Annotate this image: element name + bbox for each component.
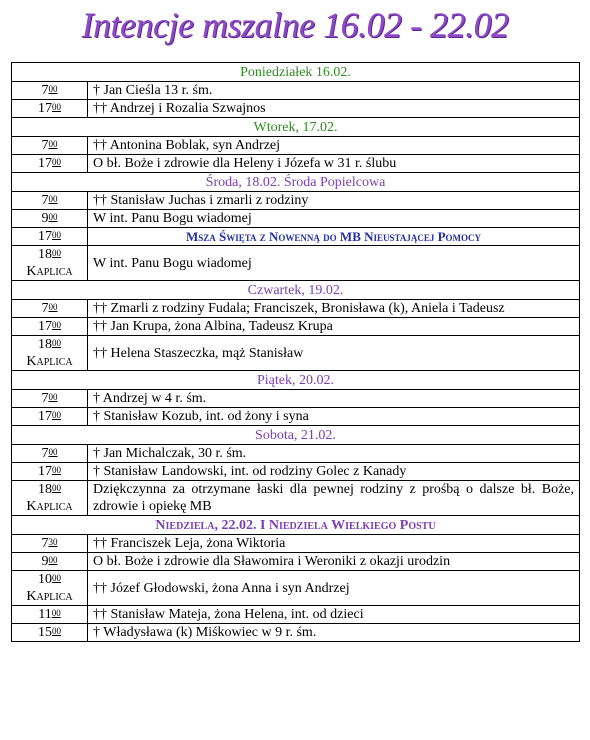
day-header: Poniedziałek 16.02. (12, 63, 580, 82)
time-hour: 7 (41, 138, 49, 153)
day-header-row (12, 516, 580, 535)
time-hour: 18 (38, 482, 52, 497)
mass-intention: W int. Panu Bogu wiadomej (88, 210, 580, 228)
time-hour: 17 (38, 319, 52, 334)
day-header-row (12, 371, 580, 390)
mass-row (12, 137, 580, 155)
mass-intentions-table (11, 62, 580, 642)
time-hour: 7 (41, 83, 49, 98)
mass-row (12, 336, 580, 371)
mass-row (12, 408, 580, 426)
day-header: Piątek, 20.02. (12, 371, 580, 390)
mass-time (12, 82, 88, 100)
mass-time (12, 336, 88, 371)
day-header-row (12, 281, 580, 300)
time-hour: 7 (41, 193, 49, 208)
mass-time (12, 300, 88, 318)
mass-row (12, 246, 580, 281)
mass-row (12, 535, 580, 553)
mass-row (12, 445, 580, 463)
mass-row (12, 571, 580, 606)
day-header-row (12, 118, 580, 137)
mass-intention: O bł. Boże i zdrowie dla Heleny i Józefa w 31 r. ślubu (88, 155, 580, 173)
mass-intention: O bł. Boże i zdrowie dla Sławomira i Weroniki z okazji urodzin (88, 553, 580, 571)
mass-intention: † Jan Michalczak, 30 r. śm. (88, 445, 580, 463)
time-hour: 15 (38, 625, 52, 640)
mass-row (12, 100, 580, 118)
day-header-row (12, 63, 580, 82)
mass-row (12, 155, 580, 173)
time-hour: 17 (38, 464, 52, 479)
mass-intention: †† Zmarli z rodziny Fudala; Franciszek, Bronisława (k), Aniela i Tadeusz (88, 300, 580, 318)
time-hour: 18 (38, 247, 52, 262)
time-hour: 10 (38, 572, 52, 587)
mass-intention: †† Stanisław Mateja, żona Helena, int. od dzieci (88, 606, 580, 624)
chapel-label: Kaplica (26, 354, 73, 369)
time-minutes: 00 (48, 555, 58, 565)
time-minutes: 00 (51, 608, 61, 618)
mass-time (12, 228, 88, 246)
chapel-label: Kaplica (26, 499, 73, 514)
time-hour: 7 (41, 536, 49, 551)
mass-intention: † Stanisław Landowski, int. od rodziny Golec z Kanady (88, 463, 580, 481)
mass-time (12, 624, 88, 642)
time-hour: 17 (38, 156, 52, 171)
time-hour: 7 (41, 446, 49, 461)
mass-row (12, 192, 580, 210)
mass-time (12, 318, 88, 336)
mass-row (12, 210, 580, 228)
mass-row (12, 624, 580, 642)
time-minutes: 00 (52, 102, 61, 112)
time-hour: 7 (41, 301, 49, 316)
time-minutes: 00 (48, 139, 58, 149)
day-header: Wtorek, 17.02. (12, 118, 580, 137)
day-header-row (12, 173, 580, 192)
time-minutes: 00 (48, 392, 58, 402)
mass-row (12, 300, 580, 318)
time-minutes: 00 (52, 230, 61, 240)
mass-intention: †† Jan Krupa, żona Albina, Tadeusz Krupa (88, 318, 580, 336)
mass-time (12, 553, 88, 571)
time-minutes: 00 (48, 212, 58, 222)
chapel-label: Kaplica (26, 589, 73, 604)
mass-row (12, 82, 580, 100)
mass-intention: †† Stanisław Juchas i zmarli z rodziny (88, 192, 580, 210)
time-minutes: 00 (52, 338, 61, 348)
time-minutes: 00 (52, 483, 61, 493)
time-minutes: 00 (52, 465, 61, 475)
time-minutes: 00 (52, 157, 61, 167)
day-header: Sobota, 21.02. (12, 426, 580, 445)
time-minutes: 00 (48, 447, 58, 457)
mass-intention: †† Józef Głodowski, żona Anna i syn Andrzej (88, 571, 580, 606)
day-header: Środa, 18.02. Środa Popielcowa (12, 173, 580, 192)
time-minutes: 30 (48, 537, 58, 547)
time-hour: 17 (38, 101, 52, 116)
time-minutes: 00 (52, 248, 61, 258)
time-hour: 18 (38, 337, 52, 352)
mass-row (12, 606, 580, 624)
mass-time (12, 390, 88, 408)
chapel-label: Kaplica (26, 264, 73, 279)
mass-row (12, 390, 580, 408)
time-hour: 9 (41, 211, 49, 226)
time-hour: 7 (41, 391, 49, 406)
time-minutes: 00 (48, 84, 58, 94)
mass-intention: †† Helena Staszeczka, mąż Stanisław (88, 336, 580, 371)
mass-time (12, 606, 88, 624)
mass-row (12, 228, 580, 246)
mass-intention: † Władysława (k) Miśkowiec w 9 r. śm. (88, 624, 580, 642)
mass-intention: † Stanisław Kozub, int. od żony i syna (88, 408, 580, 426)
mass-intention: †† Franciszek Leja, żona Wiktoria (88, 535, 580, 553)
mass-time (12, 408, 88, 426)
mass-time (12, 100, 88, 118)
mass-time (12, 192, 88, 210)
mass-intention: W int. Panu Bogu wiadomej (88, 246, 580, 281)
time-hour: 17 (38, 229, 52, 244)
schedule-body (12, 63, 580, 642)
time-hour: 17 (38, 409, 52, 424)
mass-time (12, 445, 88, 463)
mass-intention: † Jan Cieśla 13 r. śm. (88, 82, 580, 100)
time-minutes: 00 (52, 626, 61, 636)
time-hour: 11 (38, 607, 52, 622)
day-header: Niedziela, 22.02. I Niedziela Wielkiego Postu (12, 516, 580, 535)
page-title: Intencje mszalne 16.02 - 22.02 (81, 5, 509, 45)
time-minutes: 00 (52, 410, 61, 420)
time-minutes: 00 (52, 573, 61, 583)
mass-time (12, 463, 88, 481)
mass-row (12, 481, 580, 516)
time-minutes: 00 (48, 302, 58, 312)
mass-intention: †† Andrzej i Rozalia Szwajnos (88, 100, 580, 118)
time-minutes: 00 (52, 320, 61, 330)
mass-time (12, 571, 88, 606)
mass-time (12, 137, 88, 155)
mass-intention: Msza Święta z Nowenną do MB Nieustającej Pomocy (88, 228, 580, 246)
mass-intention: †† Antonina Boblak, syn Andrzej (88, 137, 580, 155)
mass-time (12, 155, 88, 173)
mass-time (12, 535, 88, 553)
mass-time (12, 246, 88, 281)
time-minutes: 00 (48, 194, 58, 204)
mass-time (12, 481, 88, 516)
mass-intention: Dziękczynna za otrzymane łaski dla pewnej rodziny z prośbą o dalsze bł. Boże, zdrowie i opiekę MB (88, 481, 580, 516)
time-hour: 9 (41, 554, 49, 569)
day-header-row (12, 426, 580, 445)
mass-intention: † Andrzej w 4 r. śm. (88, 390, 580, 408)
mass-row (12, 318, 580, 336)
day-header: Czwartek, 19.02. (12, 281, 580, 300)
mass-time (12, 210, 88, 228)
mass-row (12, 553, 580, 571)
mass-row (12, 463, 580, 481)
